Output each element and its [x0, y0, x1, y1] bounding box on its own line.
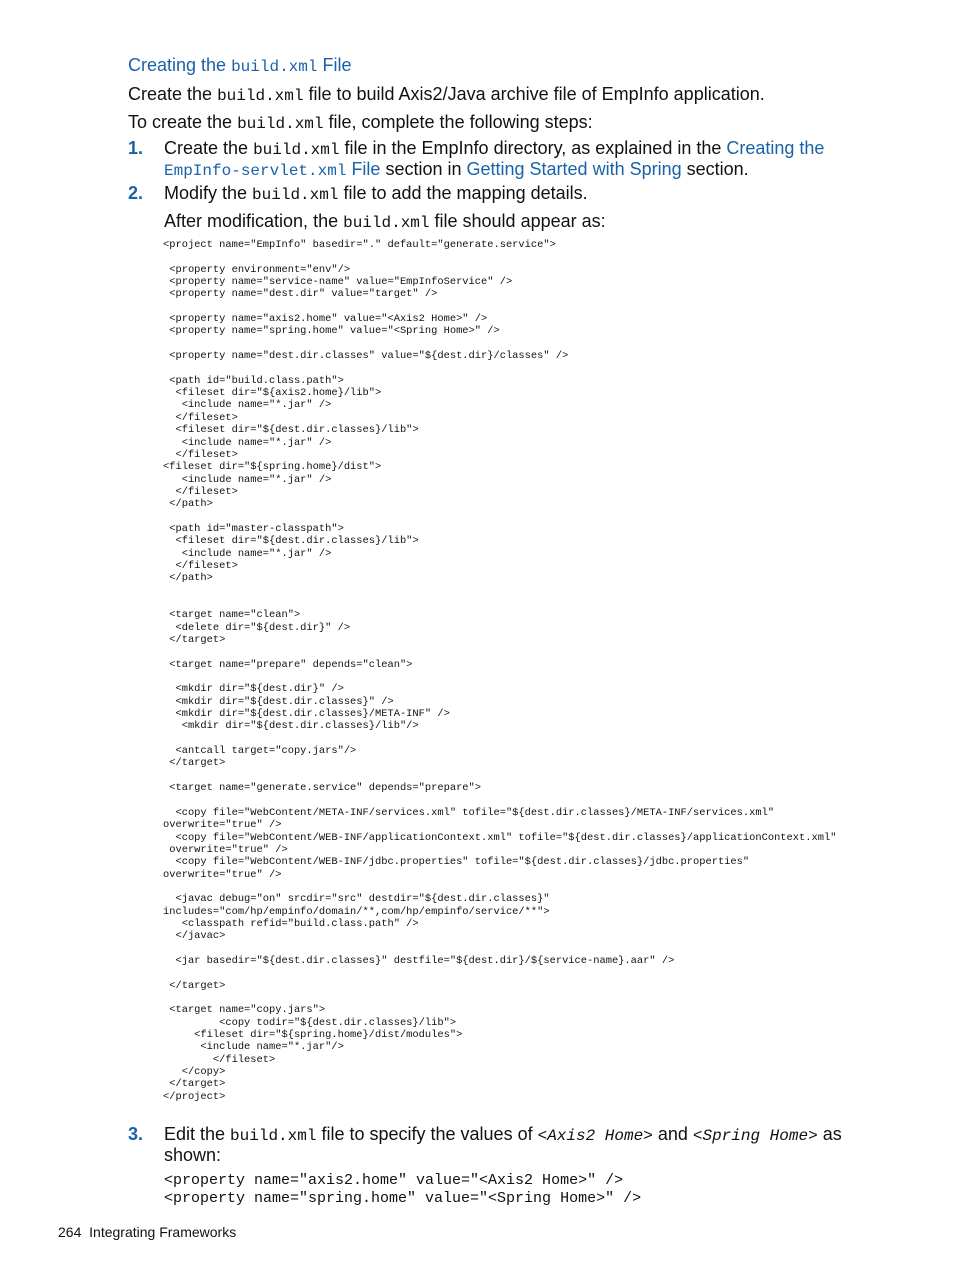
step-text: file should appear as: [429, 211, 606, 231]
code-line: <fileset dir="${dest.dir.classes}/lib"> [163, 424, 419, 437]
code-line: </fileset> [163, 448, 238, 461]
step-text: section. [681, 159, 749, 179]
code-line [163, 597, 836, 609]
section-heading [128, 54, 352, 78]
code-line: <include name="*.jar" /> [163, 399, 332, 412]
code-line: <fileset dir="${dest.dir.classes}/lib"> [163, 535, 419, 548]
code-line: </target> [163, 757, 226, 770]
heading-filename: build.xml [231, 58, 318, 76]
code-line [163, 301, 836, 313]
code-line: </fileset> [163, 559, 238, 572]
step-text: and [652, 1124, 693, 1144]
intro-text: To create the [128, 112, 238, 132]
code-line [163, 646, 836, 658]
code-line: <property environment="env"/> [163, 263, 351, 276]
code-line: <mkdir dir="${dest.dir.classes}/META-INF" /> [163, 708, 450, 721]
code-line: <target name="prepare" depends="clean"> [163, 658, 413, 671]
step-3-number: 3. [128, 1124, 144, 1144]
code-line: <copy file="WebContent/META-INF/services.xml" tofile="${dest.dir.classes}/META-INF/services.xml" [163, 806, 775, 819]
getting-started-spring-link[interactable]: Getting Started with Spring [466, 159, 682, 179]
code-line: <target name="copy.jars"> [163, 1004, 326, 1017]
code-line: <target name="clean"> [163, 609, 301, 622]
code-line: <antcall target="copy.jars"/> [163, 745, 357, 758]
step-text: Modify the [164, 183, 253, 203]
axis2-home-placeholder: <Axis2 Home> [537, 1127, 653, 1145]
code-line [163, 338, 836, 350]
code-line [163, 881, 836, 893]
code-line: <mkdir dir="${dest.dir.classes}/lib"/> [163, 720, 419, 733]
heading-text: Creating the [128, 55, 232, 75]
code-line: <path id="master-classpath"> [163, 522, 344, 535]
code-line: <jar basedir="${dest.dir.classes}" destfile="${dest.dir}/${service-name}.aar" /> [163, 954, 675, 967]
step-text: file to specify the values of [316, 1124, 538, 1144]
code-line [163, 794, 836, 806]
step-text: as [817, 1124, 842, 1144]
code-line: <property name="dest.dir.classes" value="${dest.dir}/classes" /> [163, 350, 569, 363]
code-line: <fileset dir="${axis2.home}/lib"> [163, 387, 382, 400]
heading-text-end: File [317, 55, 352, 75]
code-line: </target> [163, 979, 226, 992]
code-line [163, 362, 836, 374]
code-line: </target> [163, 634, 226, 646]
code-line: <copy todir="${dest.dir.classes}/lib"> [163, 1016, 457, 1029]
step-1-line-2 [164, 158, 749, 182]
code-line: <include name="*.jar" /> [163, 436, 332, 449]
step-filename: build.xml [343, 214, 430, 232]
step-text: file to add the mapping details. [338, 183, 588, 203]
step-filename: build.xml [230, 1127, 317, 1145]
final-code-line-2: <property name="spring.home" value="<Spring Home>" /> [164, 1190, 642, 1207]
step-filename: build.xml [253, 141, 340, 159]
code-line: <include name="*.jar" /> [163, 473, 332, 486]
code-line: </fileset> [163, 411, 238, 424]
intro-filename: build.xml [217, 87, 304, 105]
intro-line-2 [128, 111, 593, 135]
code-line: includes="com/hp/empinfo/domain/**,com/hp/empinfo/service/**"> [163, 905, 550, 918]
step-filename: build.xml [252, 186, 339, 204]
code-line: <property name="spring.home" value="<Spring Home>" /> [163, 325, 500, 338]
code-line: </path> [163, 498, 213, 511]
intro-text-end: file to build Axis2/Java archive file of EmpInfo application. [303, 84, 765, 104]
code-line: </path> [163, 572, 213, 585]
code-line: </copy> [163, 1066, 226, 1079]
code-line: <fileset dir="${spring.home}/dist"> [163, 461, 382, 474]
code-line [163, 585, 836, 597]
code-line [163, 770, 836, 782]
creating-servlet-xml-link[interactable]: Creating the [726, 138, 825, 158]
code-line: </fileset> [163, 1053, 276, 1066]
code-line: <property name="axis2.home" value="<Axis2 Home>" /> [163, 313, 488, 326]
spring-home-placeholder: <Spring Home> [692, 1127, 818, 1145]
code-line: <include name="*.jar"/> [163, 1041, 344, 1054]
code-line: overwrite="true" /> [163, 843, 288, 856]
step-text: file in the EmpInfo directory, as explained in the [339, 138, 727, 158]
intro-text: Create the [128, 84, 218, 104]
page-number: 264 [58, 1224, 82, 1240]
code-line: <fileset dir="${spring.home}/dist/modules"> [163, 1029, 463, 1041]
code-line [163, 733, 836, 745]
code-line: <include name="*.jar" /> [163, 547, 332, 560]
code-line: <copy file="WebContent/WEB-INF/applicationContext.xml" tofile="${dest.dir.classes}/applicationContext.xml" [163, 831, 837, 844]
step-3-line-2: shown: [164, 1145, 222, 1165]
step-3-line-1 [164, 1123, 842, 1147]
code-line: <mkdir dir="${dest.dir}" /> [163, 683, 344, 696]
code-line: <property name="service-name" value="EmpInfoService" /> [163, 276, 513, 289]
chapter-title: Integrating Frameworks [89, 1224, 237, 1240]
step-2-line-2 [164, 210, 606, 234]
step-1-number: 1. [128, 138, 144, 158]
final-code-line-1: <property name="axis2.home" value="<Axis2 Home>" /> [164, 1172, 624, 1189]
creating-servlet-xml-link-end[interactable]: File [346, 159, 381, 179]
code-line: overwrite="true" /> [163, 819, 282, 832]
code-line: <property name="dest.dir" value="target" /> [163, 288, 438, 301]
code-line [163, 943, 836, 955]
code-line [163, 511, 836, 523]
code-line: <project name="EmpInfo" basedir="." default="generate.service"> [163, 239, 556, 251]
code-line: overwrite="true" /> [163, 868, 282, 881]
step-2-line-1 [164, 182, 588, 206]
step-text: Edit the [164, 1124, 231, 1144]
code-line: <classpath refid="build.class.path" /> [163, 917, 419, 930]
code-line: <copy file="WebContent/WEB-INF/jdbc.properties" tofile="${dest.dir.classes}/jdbc.properties" [163, 856, 750, 869]
code-line [163, 967, 836, 979]
intro-text-end: file, complete the following steps: [323, 112, 593, 132]
step-text: Create the [164, 138, 254, 158]
code-line: </fileset> [163, 485, 238, 498]
step-text: section in [380, 159, 467, 179]
code-line: </javac> [163, 930, 226, 943]
code-line: </target> [163, 1078, 226, 1091]
code-line: </project> [163, 1090, 226, 1103]
code-line: <target name="generate.service" depends="prepare"> [163, 782, 482, 795]
build-xml-code-listing [163, 239, 836, 1103]
code-line: <path id="build.class.path"> [163, 374, 344, 387]
code-line: <javac debug="on" srcdir="src" destdir="${dest.dir.classes}" [163, 893, 550, 906]
intro-filename: build.xml [237, 115, 324, 133]
intro-line-1 [128, 83, 765, 107]
step-2-number: 2. [128, 183, 144, 203]
code-line: <delete dir="${dest.dir}" /> [163, 621, 351, 634]
code-line [163, 251, 836, 263]
code-line [163, 671, 836, 683]
step-text: After modification, the [164, 211, 344, 231]
code-line: <mkdir dir="${dest.dir.classes}" /> [163, 695, 394, 708]
creating-servlet-xml-link-code[interactable]: EmpInfo-servlet.xml [164, 162, 347, 180]
code-line [163, 992, 836, 1004]
page-footer [58, 1223, 236, 1241]
